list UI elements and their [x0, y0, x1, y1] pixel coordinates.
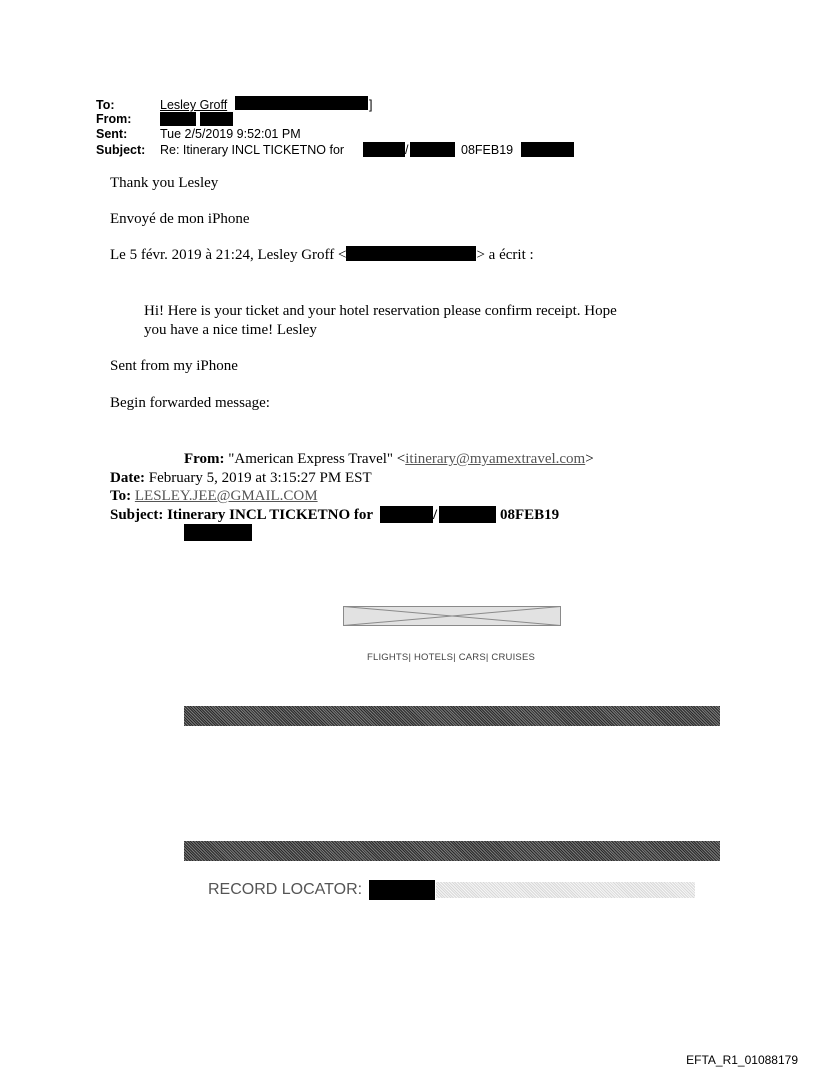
fwd-from-email-link[interactable]: itinerary@myamextravel.com: [405, 451, 586, 467]
record-locator-bar: [436, 882, 695, 898]
fwd-subject-line: [110, 506, 373, 525]
quote-line-1: Hi! Here is your ticket and your hotel reservation please confirm receipt. Hope: [144, 303, 617, 319]
fwd-from-label: From:: [184, 451, 225, 467]
subject-prefix: Re: Itinerary INCL TICKETNO for: [160, 143, 345, 157]
to-label: To:: [96, 98, 115, 112]
fwd-subject-date: 08FEB19: [500, 507, 560, 523]
fwd-subject-label: Subject:: [110, 507, 164, 523]
envoye-line: Envoyé de mon iPhone: [110, 211, 250, 227]
fwd-from-name: "American Express Travel" <: [228, 451, 406, 467]
redaction-subject-1: [363, 142, 405, 157]
redaction-quote-email: [346, 246, 476, 261]
quote-intro: [110, 246, 534, 265]
fwd-date-line: [110, 469, 372, 488]
redaction-fwd-subject-1: [380, 506, 433, 523]
quote-line-2: you have a nice time! Lesley: [144, 322, 317, 338]
redaction-record-locator: [369, 880, 435, 900]
sent-label: Sent:: [96, 127, 128, 141]
fwd-date-value: February 5, 2019 at 3:15:27 PM EST: [148, 470, 372, 486]
broken-image-placeholder: [343, 606, 561, 626]
quote-intro-start: Le 5 févr. 2019 à 21:24, Lesley Groff <: [110, 247, 347, 263]
subject-slash: /: [405, 143, 409, 157]
redaction-from-last: [200, 112, 233, 126]
fwd-to-line: [110, 487, 318, 506]
redaction-fwd-subject-2: [439, 506, 496, 523]
subject-date: 08FEB19: [461, 143, 514, 157]
fwd-date-label: Date:: [110, 470, 145, 486]
record-locator-label: RECORD LOCATOR:: [208, 881, 363, 898]
redaction-to-email: [235, 96, 368, 110]
thanks-line: Thank you Lesley: [110, 175, 219, 191]
subject-label: Subject:: [96, 143, 146, 157]
begin-forwarded-line: Begin forwarded message:: [110, 395, 270, 411]
fwd-to-label: To:: [110, 488, 132, 504]
redaction-subject-3: [521, 142, 574, 157]
redaction-from-first: [160, 112, 196, 126]
fwd-subject-slash: /: [433, 507, 438, 523]
from-label: From:: [96, 112, 132, 126]
fwd-from-line: [184, 450, 594, 469]
to-bracket: ]: [369, 98, 373, 112]
sent-from-line: Sent from my iPhone: [110, 358, 238, 374]
redaction-subject-2: [410, 142, 455, 157]
dark-banner-bottom: [184, 841, 720, 861]
nav-links[interactable]: FLIGHTS| HOTELS| CARS| CRUISES: [366, 652, 536, 663]
sent-value: Tue 2/5/2019 9:52:01 PM: [160, 127, 301, 141]
fwd-subject-prefix: Itinerary INCL TICKETNO for: [167, 507, 374, 523]
quote-intro-end: > a écrit :: [476, 247, 534, 263]
broken-image-icon: [343, 606, 561, 626]
to-value: Lesley Groff: [160, 98, 228, 112]
fwd-to-email-link[interactable]: LESLEY.JEE@GMAIL.COM: [134, 488, 318, 504]
fwd-from-close: >: [585, 451, 594, 467]
dark-banner-top: [184, 706, 720, 726]
document-id: EFTA_R1_01088179: [686, 1053, 798, 1067]
redaction-fwd-subject-3: [184, 524, 252, 541]
